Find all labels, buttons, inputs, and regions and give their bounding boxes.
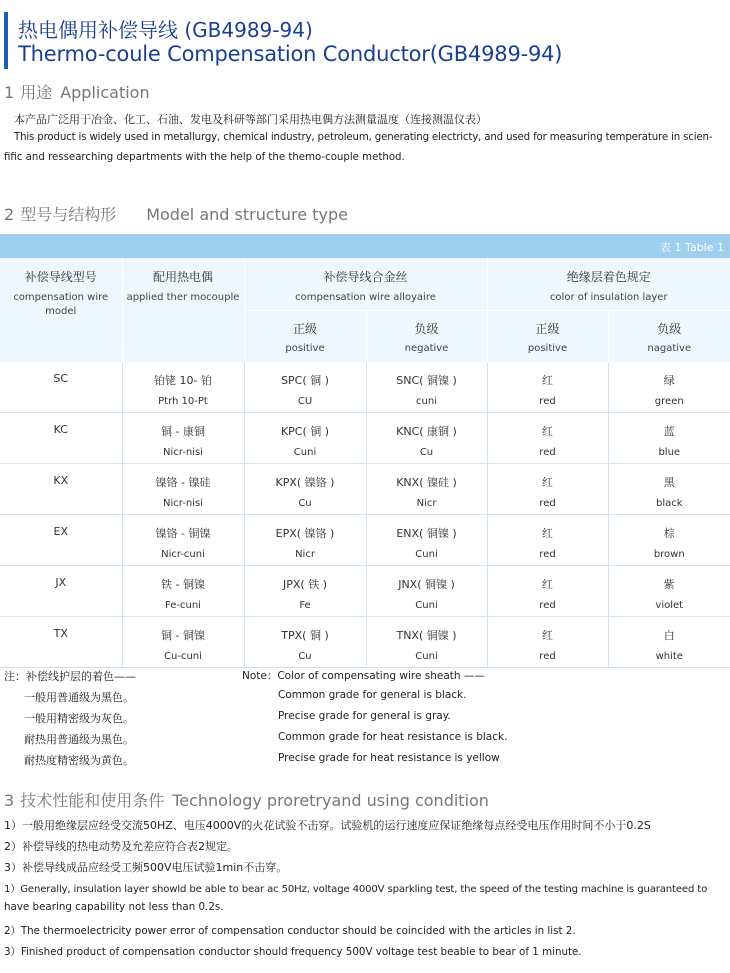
header-alloy-positive-cn: 正级: [292, 321, 317, 336]
cell-thermocouple-secondary: Fe-cuni: [165, 600, 201, 611]
spec-table: [0, 258, 730, 668]
section1-text-cn: 本产品广泛用于冶金、化工、石油、发电及科研等部门采用热电偶方法测量温度（连接测温仪表）: [14, 113, 487, 126]
cell-thermocouple-primary: 铜 - 铜镍: [161, 629, 205, 642]
cell-alloy-positive: [244, 566, 366, 617]
cell-thermocouple-secondary: Nicr-cuni: [161, 549, 205, 560]
cell-color-positive-primary: 红: [542, 578, 553, 591]
cell-alloy-negative-primary: KNC( 康铜 ): [396, 425, 457, 438]
cell-thermocouple: [122, 617, 244, 668]
cell-color-negative-primary: 绿: [663, 374, 675, 387]
header-model-en: compensation wire model: [13, 292, 109, 317]
cell-color-positive-secondary: red: [539, 600, 556, 611]
header-model-cn: 补偿导线型号: [24, 270, 97, 284]
cell-alloy-positive-secondary: Cu: [298, 651, 312, 662]
cell-thermocouple-secondary: Ptrh 10-Pt: [158, 396, 208, 407]
cell-color-positive: [487, 515, 608, 566]
cell-color-positive: [487, 566, 608, 617]
cell-color-positive-secondary: red: [539, 651, 556, 662]
header-alloy-positive-en: positive: [285, 342, 325, 354]
cell-alloy-negative-secondary: cuni: [416, 396, 437, 407]
cell-alloy-positive: [244, 362, 366, 413]
cell-color-positive-primary: 红: [542, 476, 553, 489]
cell-color-positive: [487, 617, 608, 668]
cell-model-primary: KX: [53, 474, 69, 487]
section3-line: 1）Generally, insulation layer showld be able to bear ac 50Hz, voltage 4000V sparkling test, the speed of the testing machine is guaranteed to: [4, 884, 708, 895]
page-title-en: Thermo-coule Compensation Conductor(GB4989-94): [18, 42, 563, 66]
table-row: [0, 566, 730, 617]
header-model: [0, 258, 122, 362]
section3-line: 3）Finished product of compensation conductor should frequency 500V voltage test beable to bear of 1 minute.: [4, 946, 582, 958]
cell-alloy-negative-secondary: Nicr: [416, 498, 437, 509]
cell-color-negative: [608, 464, 730, 515]
cell-color-negative: [608, 515, 730, 566]
header-color-positive-en: positive: [527, 342, 568, 354]
header-alloy-en: compensation wire alloyaire: [295, 292, 436, 303]
section3-heading: [4, 788, 489, 811]
cell-alloy-negative-secondary: Cuni: [415, 651, 438, 662]
header-alloy: [244, 258, 487, 310]
cell-color-positive-primary: 红: [542, 527, 553, 540]
table-caption: 表 1 Table 1: [660, 241, 724, 254]
cell-alloy-negative-primary: KNX( 镍硅 ): [396, 476, 457, 489]
cell-color-positive: [487, 413, 608, 464]
cell-color-positive-secondary: red: [539, 498, 556, 509]
cell-color-positive: [487, 362, 608, 413]
section3-line: have bearing capability not less than 0.2s.: [4, 901, 224, 913]
cell-alloy-positive-secondary: CU: [297, 396, 313, 407]
header-color: [487, 258, 730, 310]
cell-color-negative-primary: 黑: [663, 476, 675, 489]
cell-alloy-negative: [366, 617, 487, 668]
cell-color-positive-secondary: red: [539, 549, 556, 560]
cell-model-primary: EX: [53, 525, 68, 538]
section3-number: 3: [4, 791, 15, 810]
cell-model: [0, 566, 122, 617]
cell-color-positive-secondary: red: [539, 396, 556, 407]
cell-model-primary: KC: [53, 423, 68, 436]
note-cn-line: 注：补偿线护层的着色——: [4, 670, 136, 683]
cell-alloy-positive-secondary: Cu: [298, 498, 312, 509]
cell-alloy-negative-primary: TNX( 铜镍 ): [396, 629, 457, 642]
cell-alloy-negative: [366, 515, 487, 566]
table-caption-bar: [0, 234, 730, 258]
section1-text-en-line2: fific and ressearching departments with the help of the themo-couple method.: [4, 152, 405, 163]
cell-color-negative: [608, 617, 730, 668]
cell-model: [0, 515, 122, 566]
note-en-line: Common grade for heat resistance is black.: [278, 731, 508, 743]
cell-model-primary: SC: [53, 372, 69, 385]
cell-color-negative-primary: 棕: [663, 527, 675, 540]
cell-alloy-negative: [366, 413, 487, 464]
note-en-line: Precise grade for heat resistance is yellow: [278, 752, 500, 764]
table-body: [0, 362, 730, 668]
section1-text-en-line1: This product is widely used in metallurgy, chemical industry, petroleum, generating electricty, and used for measuring temperature in scien-: [14, 132, 713, 143]
cell-color-positive: [487, 464, 608, 515]
cell-thermocouple-primary: 铜 - 康铜: [161, 425, 205, 438]
cell-color-positive-secondary: red: [539, 447, 556, 458]
cell-alloy-negative: [366, 464, 487, 515]
header-color-positive-cn: 正级: [535, 321, 560, 336]
cell-alloy-positive-primary: EPX( 镍铬 ): [275, 527, 335, 540]
section1-heading: [4, 80, 150, 103]
header-color-negative-en: nagative: [647, 342, 692, 354]
cell-model: [0, 362, 122, 413]
cell-color-positive-primary: 红: [542, 374, 553, 387]
cell-alloy-negative-secondary: Cuni: [415, 549, 438, 560]
cell-model-primary: TX: [53, 627, 68, 640]
cell-thermocouple: [122, 566, 244, 617]
section2-heading: [4, 202, 348, 225]
cell-alloy-negative-primary: SNC( 铜镍 ): [396, 374, 457, 387]
section3-line: 1）一般用绝缘层应经受交流50HZ、电压4000V的火花试验不击穿。试验机的运行速度应保证绝缘每点经受电压作用时间不小于0.2S: [4, 819, 651, 832]
cell-alloy-negative: [366, 566, 487, 617]
cell-color-positive-primary: 红: [542, 629, 553, 642]
cell-color-negative-primary: 白: [663, 629, 675, 642]
section3-line: 2）补偿导线的热电动势及允差应符合表2规定。: [4, 840, 238, 853]
header-color-positive: [487, 310, 608, 362]
section2-title-en: Model and structure type: [146, 205, 348, 224]
cell-alloy-positive-secondary: Cuni: [293, 447, 317, 458]
header-color-en: color of insulation layer: [549, 292, 668, 303]
cell-alloy-positive: [244, 464, 366, 515]
table-row: [0, 464, 730, 515]
cell-alloy-negative-secondary: Cu: [419, 447, 434, 458]
cell-thermocouple-primary: 镍铬 - 铜镍: [155, 527, 211, 540]
header-alloy-negative-cn: 负级: [414, 321, 439, 336]
cell-color-negative-primary: 紫: [663, 578, 675, 591]
cell-alloy-positive-primary: KPX( 镍铬 ): [275, 476, 335, 489]
header-alloy-negative-en: negative: [404, 342, 449, 354]
cell-color-negative: [608, 413, 730, 464]
section1-title-cn: 用途: [20, 83, 53, 102]
table-row: [0, 515, 730, 566]
header-alloy-positive: [244, 310, 366, 362]
section3-title-cn: 技术性能和使用条件: [20, 791, 165, 810]
cell-thermocouple-secondary: Nicr-nisi: [163, 498, 203, 509]
header-alloy-negative: [366, 310, 487, 362]
cell-alloy-positive-primary: SPC( 铜 ): [281, 374, 329, 387]
note-cn-line: 一般用普通级为黑色。: [24, 691, 134, 704]
cell-alloy-positive: [244, 617, 366, 668]
cell-thermocouple-secondary: Nicr-nisi: [163, 447, 203, 458]
note-en-line: Precise grade for general is gray.: [278, 710, 451, 722]
cell-alloy-negative: [366, 362, 487, 413]
section3-line: 3）补偿导线成品应经受工频500V电压试验1min不击穿。: [4, 861, 288, 874]
cell-alloy-positive: [244, 413, 366, 464]
section2-number: 2: [4, 205, 15, 224]
header-alloy-cn: 补偿导线合金丝: [323, 270, 408, 284]
cell-alloy-positive-primary: JPX( 铁 ): [283, 578, 327, 591]
section1-title-en: Application: [60, 83, 150, 102]
cell-alloy-positive-primary: TPX( 铜 ): [281, 629, 329, 642]
note-en-line: Note：Color of compensating wire sheath ——: [242, 670, 485, 682]
cell-color-negative: [608, 566, 730, 617]
cell-color-negative: [608, 362, 730, 413]
section1-number: 1: [4, 83, 15, 102]
note-cn-line: 耐热用普通级为黑色。: [24, 733, 134, 746]
cell-thermocouple: [122, 515, 244, 566]
header-thermocouple: [122, 258, 244, 362]
cell-color-negative-secondary: blue: [658, 447, 681, 458]
cell-color-negative-secondary: black: [655, 498, 683, 509]
cell-alloy-positive: [244, 515, 366, 566]
section3-line: 2）The thermoelectricity power error of compensation conductor should be coincided with the articles in list 2.: [4, 925, 576, 937]
header-color-negative-cn: 负级: [657, 321, 682, 336]
cell-thermocouple-secondary: Cu-cuni: [164, 651, 202, 662]
cell-thermocouple: [122, 464, 244, 515]
cell-model: [0, 617, 122, 668]
page-title-cn: 热电偶用补偿导线 (GB4989-94): [18, 18, 313, 42]
cell-thermocouple-primary: 镍铬 - 镍硅: [155, 476, 211, 489]
header-thermocouple-cn: 配用热电偶: [152, 270, 213, 284]
cell-color-positive-primary: 红: [542, 425, 553, 438]
cell-model-primary: JX: [55, 576, 67, 589]
section2-title-cn: 型号与结构形: [20, 205, 117, 224]
cell-alloy-negative-primary: ENX( 铜镍 ): [396, 527, 457, 540]
cell-color-negative-secondary: white: [655, 651, 683, 662]
header-color-cn: 绝缘层着色规定: [566, 270, 651, 284]
title-accent-bar: [4, 12, 8, 69]
cell-alloy-positive-secondary: Nicr: [295, 549, 315, 560]
cell-color-negative-secondary: violet: [655, 600, 684, 611]
header-color-negative: [608, 310, 730, 362]
table-row: [0, 617, 730, 668]
section3-title-en: Technology proretryand using condition: [172, 791, 489, 810]
note-cn-line: 耐热度精密级为黄色。: [24, 754, 134, 767]
header-thermocouple-en: applied ther mocouple: [126, 292, 240, 303]
cell-alloy-positive-secondary: Fe: [299, 600, 311, 611]
cell-alloy-positive-primary: KPC( 铜 ): [280, 425, 330, 438]
cell-model: [0, 413, 122, 464]
note-cn-line: 一般用精密级为灰色。: [24, 712, 134, 725]
cell-color-negative-secondary: green: [654, 396, 684, 407]
cell-color-negative-secondary: brown: [653, 549, 685, 560]
cell-thermocouple-primary: 铁 - 铜镍: [161, 578, 205, 591]
table-row: [0, 413, 730, 464]
cell-alloy-negative-primary: JNX( 铜镍 ): [398, 578, 455, 591]
cell-thermocouple: [122, 413, 244, 464]
cell-alloy-negative-secondary: Cuni: [415, 600, 438, 611]
table-row: [0, 362, 730, 413]
cell-thermocouple-primary: 铂铑 10- 铂: [154, 374, 212, 387]
cell-color-negative-primary: 蓝: [663, 425, 675, 438]
cell-thermocouple: [122, 362, 244, 413]
cell-model: [0, 464, 122, 515]
note-en-line: Common grade for general is black.: [278, 689, 467, 701]
